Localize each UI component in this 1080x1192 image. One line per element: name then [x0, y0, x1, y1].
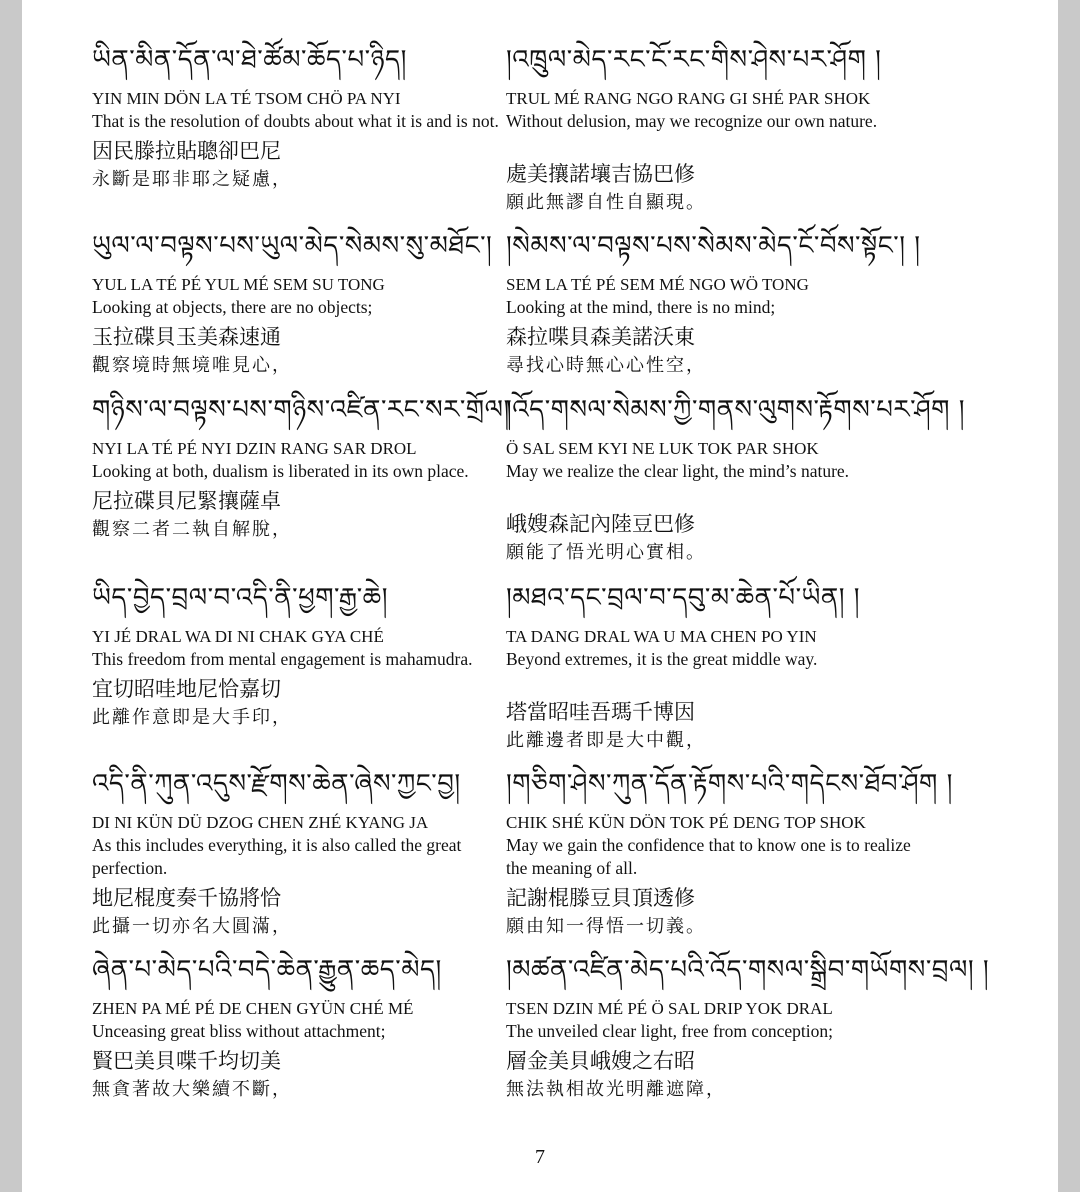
- chinese-translation: 願由知一得悟一切義。: [506, 916, 706, 937]
- chinese-phonetic: 記謝棍滕豆貝頂透修: [506, 886, 695, 910]
- chinese-translation: 觀察二者二執自解脫，: [92, 519, 292, 540]
- phonetic-line: ZHEN PA MÉ PÉ DE CHEN GYÜN CHÉ MÉ: [92, 999, 414, 1018]
- verse-right-3: [506, 390, 966, 567]
- chinese-translation: 尋找心時無心心性空，: [506, 355, 706, 376]
- tibetan-line: ཡིད་བྱེད་བྲལ་བ་འདི་ནི་ཕྱག་རྒྱ་ཆེ།: [92, 583, 388, 613]
- chinese-translation: 此離邊者即是大中觀，: [506, 730, 706, 751]
- verse-left-6: [92, 950, 502, 1104]
- english-translation: That is the resolution of doubts about what it is and is not.: [92, 111, 499, 131]
- verse-left-4: [92, 578, 502, 732]
- verse-right-5: [506, 764, 953, 941]
- chinese-phonetic: 因民滕拉貼聰卻巴尼: [92, 139, 281, 163]
- tibetan-line: འདི་ནི་ཀུན་འདུས་རྫོགས་ཆེན་ཞེས་ཀྱང་བྱ།: [92, 769, 461, 799]
- chinese-translation: 無法執相故光明離遮障，: [506, 1079, 726, 1100]
- verse-right-6: [506, 950, 990, 1104]
- verse-left-5: [92, 764, 502, 941]
- english-translation: This freedom from mental engagement is mahamudra.: [92, 649, 473, 669]
- phonetic-line: TRUL MÉ RANG NGO RANG GI SHÉ PAR SHOK: [506, 89, 871, 108]
- tibetan-line: །མཚན་འཛིན་མེད་པའི་འོད་གསལ་སྒྲིབ་གཡོགས་བྲལ། །: [506, 955, 990, 985]
- chinese-translation: 永斷是耶非耶之疑慮，: [92, 169, 292, 190]
- verse-right-1: [506, 40, 916, 217]
- chinese-phonetic: 森拉喋貝森美諾沃東: [506, 325, 695, 349]
- tibetan-line: ཡུལ་ལ་བལྟས་པས་ཡུལ་མེད་སེམས་སུ་མཐོང་།: [92, 231, 493, 261]
- chinese-translation: 願能了悟光明心實相。: [506, 542, 706, 563]
- tibetan-line: །སེམས་ལ་བལྟས་པས་སེམས་མེད་ངོ་བོས་སྟོང་། །: [506, 231, 921, 261]
- english-translation: Looking at objects, there are no objects;: [92, 297, 373, 317]
- tibetan-line: ཡིན་མིན་དོན་ལ་ཐེ་ཚོམ་ཆོད་པ་ཉིད།: [92, 45, 407, 75]
- phonetic-line: YUL LA TÉ PÉ YUL MÉ SEM SU TONG: [92, 275, 385, 294]
- phonetic-line: CHIK SHÉ KÜN DÖN TOK PÉ DENG TOP SHOK: [506, 813, 866, 832]
- english-translation: The unveiled clear light, free from conception;: [506, 1021, 834, 1041]
- tibetan-line: །མཐའ་དང་བྲལ་བ་དབུ་མ་ཆེན་པོ་ཡིན། །: [506, 583, 861, 613]
- english-translation: Beyond extremes, it is the great middle way.: [506, 649, 818, 669]
- phonetic-line: YIN MIN DÖN LA TÉ TSOM CHÖ PA NYI: [92, 89, 401, 108]
- tibetan-line: ཞེན་པ་མེད་པའི་བདེ་ཆེན་རྒྱུན་ཆད་མེད།: [92, 955, 442, 985]
- verse-left-3: [92, 390, 510, 544]
- english-translation: Unceasing great bliss without attachment;: [92, 1021, 386, 1041]
- phonetic-line: Ö SAL SEM KYI NE LUK TOK PAR SHOK: [506, 439, 819, 458]
- verse-left-1: [92, 40, 502, 194]
- english-translation: May we realize the clear light, the mind’s nature.: [506, 461, 850, 481]
- phonetic-line: YI JÉ DRAL WA DI NI CHAK GYA CHÉ: [92, 627, 384, 646]
- chinese-translation: 願此無謬自性自顯現。: [506, 192, 706, 213]
- chinese-phonetic: 玉拉碟貝玉美森速通: [92, 325, 281, 349]
- document-page: [22, 0, 1058, 1192]
- tibetan-line: །གཅིག་ཤེས་ཀུན་དོན་རྟོགས་པའི་གདེངས་ཐོབ་ཤོག །: [506, 769, 953, 799]
- chinese-translation: 觀察境時無境唯見心，: [92, 355, 292, 376]
- english-translation: As this includes everything, it is also called the great perfection.: [92, 835, 462, 878]
- chinese-translation: 無貪著故大樂續不斷，: [92, 1079, 292, 1100]
- tibetan-line: །འོད་གསལ་སེམས་ཀྱི་གནས་ལུགས་རྟོགས་པར་ཤོག །: [506, 395, 966, 425]
- tibetan-line: གཉིས་ལ་བལྟས་པས་གཉིས་འཛིན་རང་སར་གྲོལ།: [92, 395, 510, 425]
- tibetan-line: །འཁྲུལ་མེད་རང་ངོ་རང་གིས་ཤེས་པར་ཤོག །: [506, 45, 882, 75]
- chinese-phonetic: 宜切昭哇地尼恰嘉切: [92, 677, 281, 701]
- chinese-translation: 此離作意即是大手印，: [92, 707, 292, 728]
- english-translation: May we gain the confidence that to know one is to realize the meaning of all.: [506, 835, 911, 878]
- chinese-phonetic: 地尼棍度奏千協將恰: [92, 886, 281, 910]
- phonetic-line: DI NI KÜN DÜ DZOG CHEN ZHÉ KYANG JA: [92, 813, 429, 832]
- verse-left-2: [92, 226, 502, 380]
- verse-right-2: [506, 226, 921, 380]
- chinese-phonetic: 尼拉碟貝尼緊攘薩卓: [92, 489, 281, 513]
- verse-right-4: [506, 578, 916, 755]
- phonetic-line: TSEN DZIN MÉ PÉ Ö SAL DRIP YOK DRAL: [506, 999, 833, 1018]
- chinese-phonetic: 峨嫂森記內陸豆巴修: [506, 512, 695, 536]
- phonetic-line: NYI LA TÉ PÉ NYI DZIN RANG SAR DROL: [92, 439, 417, 458]
- english-translation: Without delusion, may we recognize our own nature.: [506, 111, 878, 131]
- chinese-phonetic: 塔當昭哇吾瑪千博因: [506, 700, 695, 724]
- chinese-phonetic: 處美攘諾壤吉協巴修: [506, 162, 695, 186]
- chinese-translation: 此攝一切亦名大圓滿，: [92, 916, 292, 937]
- page-number: 7: [535, 1146, 545, 1168]
- english-translation: Looking at both, dualism is liberated in its own place.: [92, 461, 469, 481]
- phonetic-line: TA DANG DRAL WA U MA CHEN PO YIN: [506, 627, 817, 646]
- chinese-phonetic: 層金美貝峨嫂之右昭: [506, 1049, 695, 1073]
- english-translation: Looking at the mind, there is no mind;: [506, 297, 776, 317]
- chinese-phonetic: 賢巴美貝喋千均切美: [92, 1049, 281, 1073]
- phonetic-line: SEM LA TÉ PÉ SEM MÉ NGO WÖ TONG: [506, 275, 809, 294]
